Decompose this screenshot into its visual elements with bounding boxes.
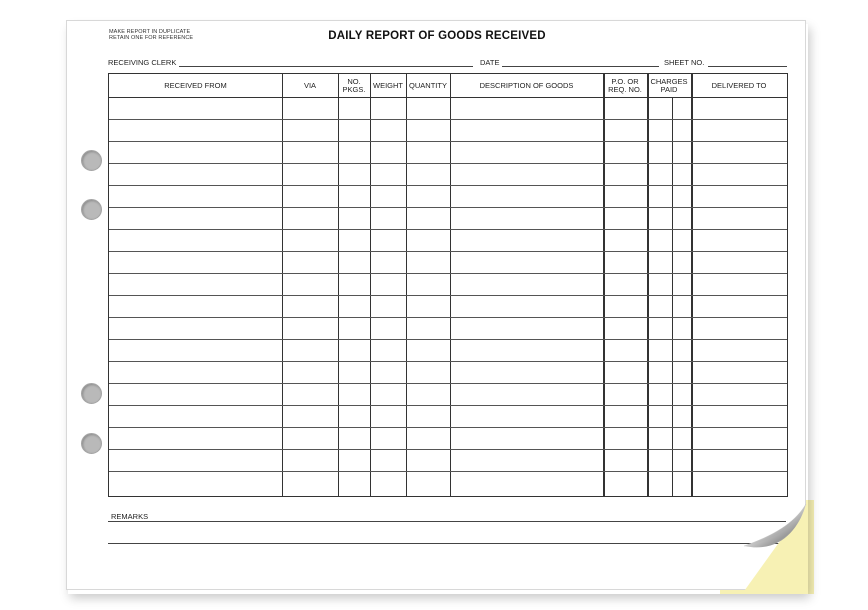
- remarks-line-2[interactable]: [108, 543, 786, 544]
- duplicate-instruction: [109, 29, 193, 41]
- table-row[interactable]: [109, 317, 787, 318]
- column-divider: [603, 74, 605, 496]
- header-description: DESCRIPTION OF GOODS: [479, 80, 574, 90]
- table-row[interactable]: [109, 273, 787, 274]
- sheet-no-line[interactable]: [708, 66, 787, 67]
- header-row-line: [109, 97, 787, 98]
- goods-table: [108, 73, 788, 497]
- punch-hole-icon: [81, 199, 102, 220]
- table-row[interactable]: [109, 295, 787, 296]
- table-row[interactable]: [109, 119, 787, 120]
- page-curl-icon: [742, 484, 808, 594]
- table-row[interactable]: [109, 361, 787, 362]
- table-row[interactable]: [109, 185, 787, 186]
- charges-cents-divider: [672, 97, 673, 496]
- receiving-clerk-line[interactable]: [179, 66, 473, 67]
- remarks-line-1[interactable]: [108, 521, 786, 522]
- table-row[interactable]: [109, 141, 787, 142]
- sheet-no-label: SHEET NO.: [664, 58, 705, 67]
- header-quantity: QUANTITY: [409, 80, 447, 90]
- punch-hole-icon: [81, 433, 102, 454]
- instruction-line-1: MAKE REPORT IN DUPLICATE: [109, 29, 191, 35]
- table-row[interactable]: [109, 471, 787, 472]
- date-label: DATE: [480, 58, 500, 67]
- column-divider: [450, 74, 451, 496]
- header-charges-paid: CHARGES PAID: [650, 77, 688, 94]
- column-divider: [282, 74, 283, 496]
- form-sheet: [66, 20, 806, 590]
- header-received-from: RECEIVED FROM: [164, 80, 227, 90]
- date-line[interactable]: [502, 66, 659, 67]
- table-row[interactable]: [109, 251, 787, 252]
- receiving-clerk-label: RECEIVING CLERK: [108, 58, 177, 67]
- column-divider: [406, 74, 407, 496]
- column-divider: [370, 74, 371, 496]
- header-no-pkgs: NO. PKGS.: [342, 77, 366, 94]
- instruction-line-2: RETAIN ONE FOR REFERENCE: [109, 35, 194, 41]
- table-row[interactable]: [109, 405, 787, 406]
- table-row[interactable]: [109, 339, 787, 340]
- header-delivered-to: DELIVERED TO: [711, 80, 767, 90]
- form-title: DAILY REPORT OF GOODS RECEIVED: [328, 30, 546, 42]
- table-row[interactable]: [109, 449, 787, 450]
- table-row[interactable]: [109, 229, 787, 230]
- column-divider: [647, 74, 649, 496]
- table-row[interactable]: [109, 163, 787, 164]
- header-via: VIA: [303, 80, 317, 90]
- remarks-label: REMARKS: [111, 512, 149, 521]
- table-row[interactable]: [109, 207, 787, 208]
- header-weight: WEIGHT: [373, 80, 403, 90]
- header-po-req-no: P.O. OR REQ. NO.: [608, 77, 642, 94]
- punch-hole-icon: [81, 383, 102, 404]
- table-row[interactable]: [109, 427, 787, 428]
- table-row[interactable]: [109, 383, 787, 384]
- column-divider: [691, 74, 693, 496]
- column-divider: [338, 74, 339, 496]
- punch-hole-icon: [81, 150, 102, 171]
